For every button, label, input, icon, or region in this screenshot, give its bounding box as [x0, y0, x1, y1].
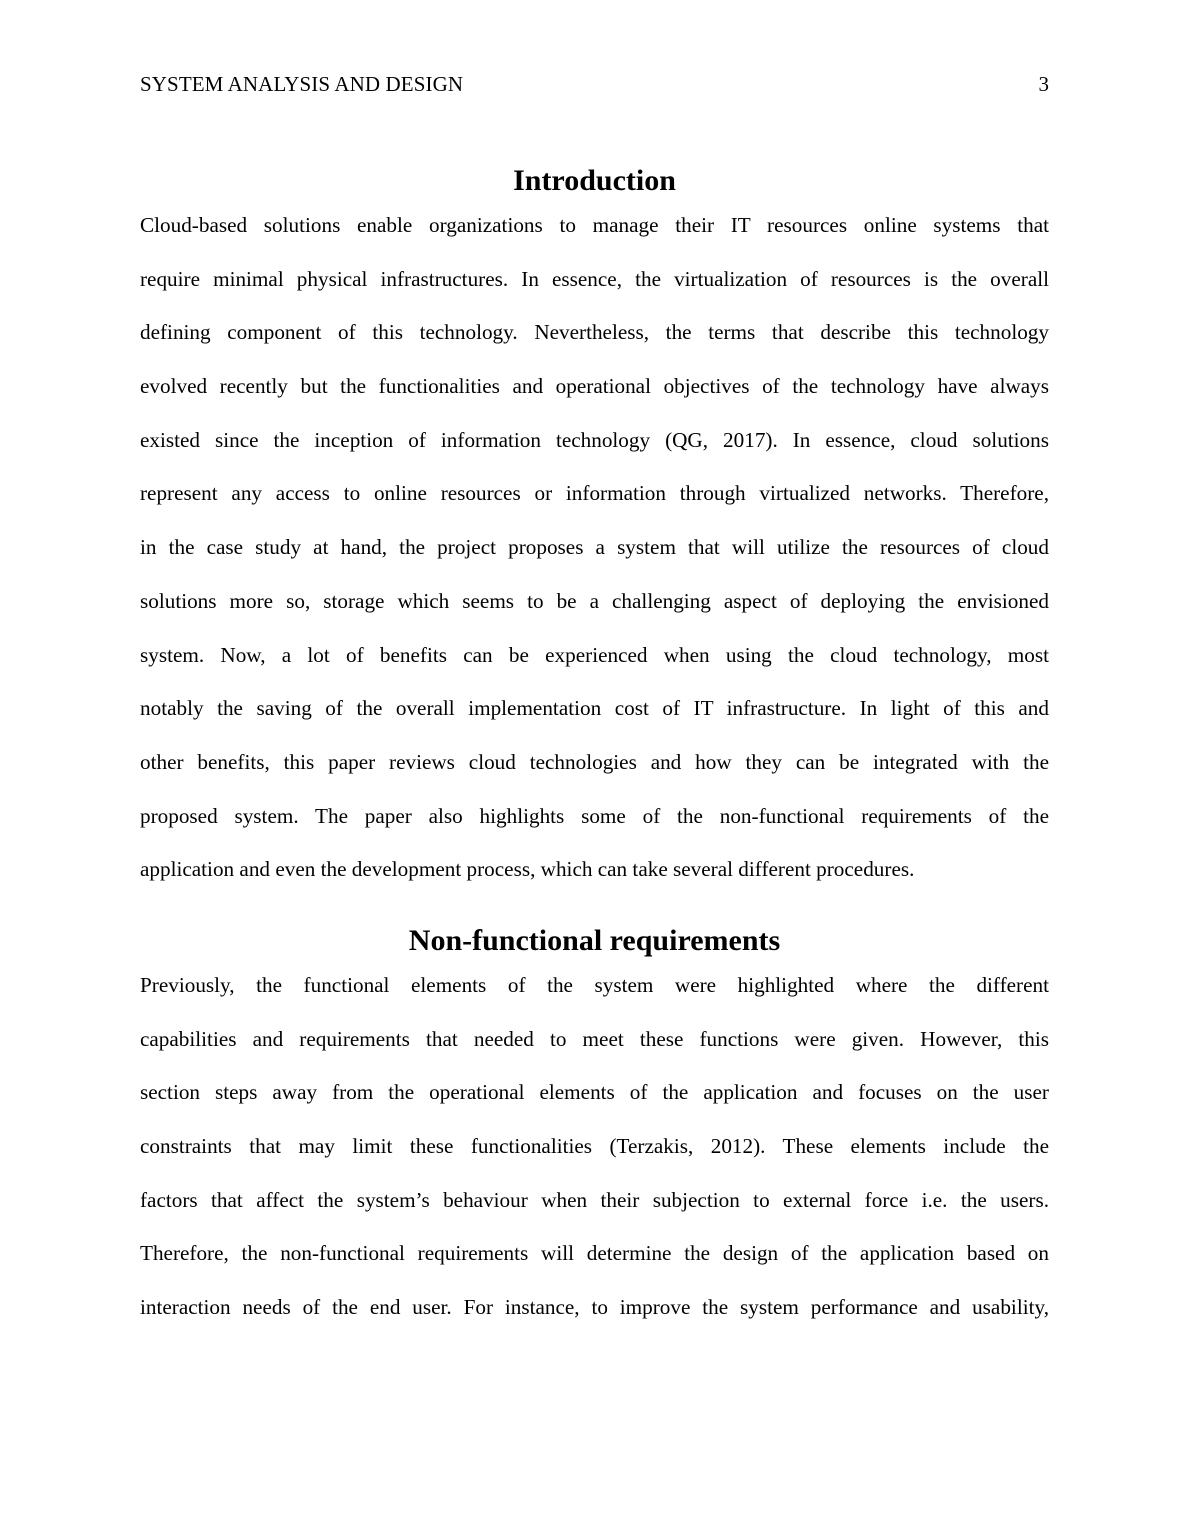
text-line: Therefore, the non-functional requirements will determine the design of the application based on — [140, 1241, 1049, 1266]
text-line: Previously, the functional elements of the system were highlighted where the different — [140, 973, 1049, 997]
text-line: represent any access to online resources or information through virtualized networks. Therefore, — [140, 481, 1049, 506]
running-head — [140, 70, 1049, 100]
text-line: capabilities and requirements that needed to meet these functions were given. However, this — [140, 1026, 1049, 1051]
text-line: application and even the development process, which can take several different procedures. — [140, 857, 915, 882]
text-line: require minimal physical infrastructures. In essence, the virtualization of resources is the overall — [140, 266, 1049, 291]
text-line: solutions more so, storage which seems to be a challenging aspect of deploying the envisioned — [140, 588, 1049, 613]
page-number: 3 — [1038, 72, 1049, 96]
text-line: defining component of this technology. Nevertheless, the terms that describe this technology — [140, 320, 1049, 345]
paragraph — [140, 959, 1049, 1335]
section-non-functional-requirements — [140, 923, 1049, 1335]
section-heading: Introduction — [513, 164, 676, 197]
section-introduction — [140, 163, 1049, 897]
text-line: constraints that may limit these functionalities (Terzakis, 2012). These elements include the — [140, 1134, 1049, 1159]
section-heading: Non-functional requirements — [408, 924, 781, 957]
text-line: Cloud-based solutions enable organizations to manage their IT resources online systems that — [140, 213, 1049, 237]
text-line: existed since the inception of information technology (QG, 2017). In essence, cloud solutions — [140, 427, 1049, 452]
text-line: proposed system. The paper also highlights some of the non-functional requirements of the — [140, 803, 1049, 828]
text-line: notably the saving of the overall implementation cost of IT infrastructure. In light of this and — [140, 696, 1049, 721]
text-line: in the case study at hand, the project proposes a system that will utilize the resources of cloud — [140, 535, 1049, 560]
text-line: evolved recently but the functionalities and operational objectives of the technology have always — [140, 374, 1049, 399]
text-line: section steps away from the operational elements of the application and focuses on the user — [140, 1080, 1049, 1105]
text-line: other benefits, this paper reviews cloud technologies and how they can be integrated with the — [140, 749, 1049, 774]
text-line: system. Now, a lot of benefits can be experienced when using the cloud technology, most — [140, 642, 1049, 667]
running-head-title: SYSTEM ANALYSIS AND DESIGN — [140, 72, 464, 96]
paragraph — [140, 199, 1049, 897]
text-line: factors that affect the system’s behaviour when their subjection to external force i.e. the users. — [140, 1187, 1049, 1212]
text-line: interaction needs of the end user. For instance, to improve the system performance and usability, — [140, 1295, 1049, 1320]
